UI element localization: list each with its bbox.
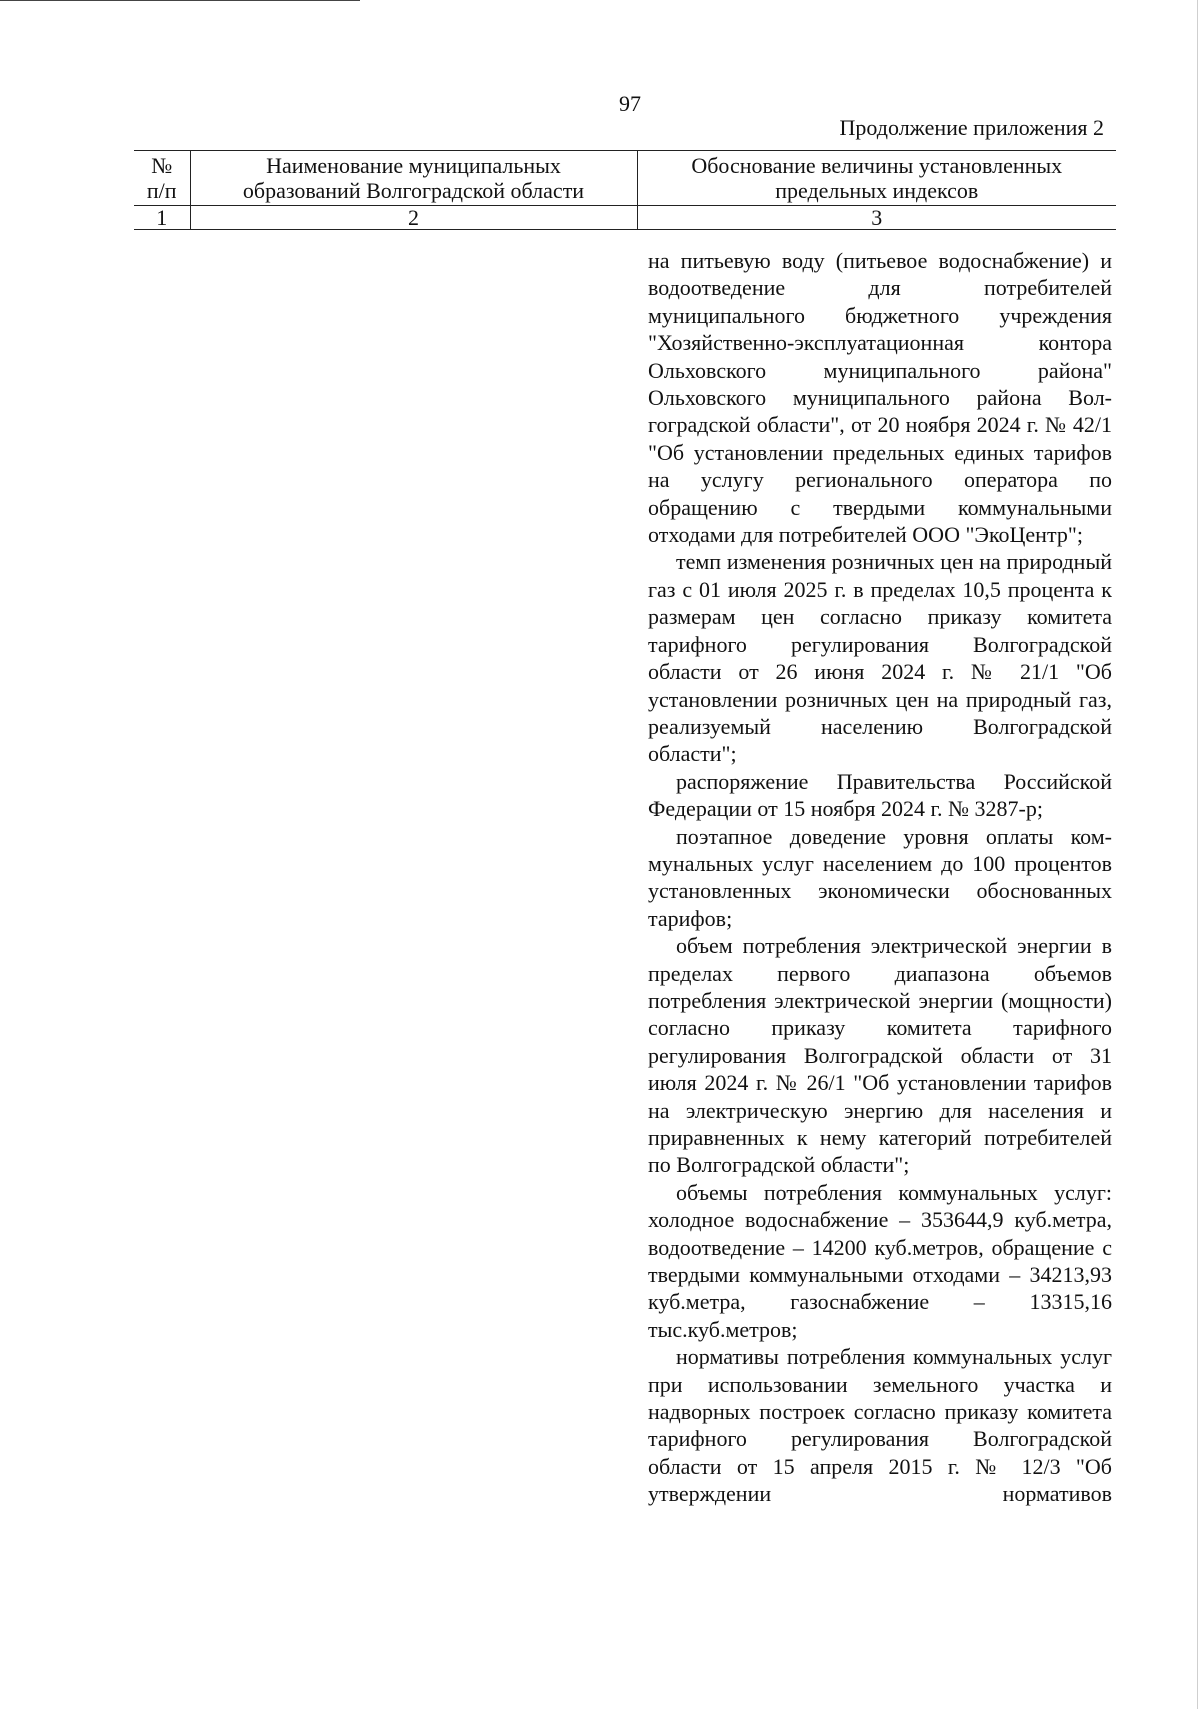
column-number-3: 3 [637,206,1116,230]
paragraph-government-order: распоряжение Правительства Российской Федерации от 15 ноября 2024 г. № 3287-р; [648,768,1112,822]
scan-edge-line [0,0,360,1]
paragraph-gas-prices: темп изменения розничных цен на природный газ с 01 июля 2025 г. в пределах 10,5 процента к размерам цен согласно приказу комитета тарифного регулирования Волгоградской области от 26 июня 2024 г. № 21/1 "Об установлении розничных цен на природный газ, реализуемый населению Волгоградской области"; [648,549,1112,767]
column-header-justification [637,151,1116,206]
paragraph-water-tariffs: на питьевую воду (питьевое водоснабжение) и водоотведение для потребителей муниципального бюджетного учреждения "Хозяйственно-эксплуатационная контора Ольховского муниципального района" Ольховского муниципального района Волгоградской области", от 20 ноября 2024 г. № 42/1 "Об установлении предельных единых тарифов на услугу регионального оператора по обращению с твердыми коммунальными отходами для потребителей ООО "ЭкоЦентр"; [648,248,1112,548]
table-header-row [134,151,1116,206]
paragraph-electricity-volume: объем потребления электрической энергии в пределах первого диапазона объемов потребления электрической энергии (мощности) согласно приказу комитета тарифного регулирования Волгоградской области от 31 июля 2024 г. № 26/1 "Об установлении тарифов на электрическую энергию для населения и приравненных к нему категорий потребителей по Волгоградской области"; [648,933,1112,1178]
column-header-justification-line1: Обоснование величины установленных [691,153,1063,178]
column-header-municipality [190,151,637,206]
justification-text [648,247,1112,1508]
paragraph-utility-volumes: объемы потребления коммунальных услуг: холодное водоснабжение – 353644,9 куб.метра, водоотведение – 14200 куб.метров, обращение с твердыми коммунальными отходами – 34213,93 куб.метра, газоснабжение – 13315,16 тыс.куб.метров; [648,1179,1112,1342]
table-column-numbers-row [134,206,1116,230]
column-number-1: 1 [134,206,190,230]
column-header-number-line2: п/п [146,178,177,203]
column-number-2: 2 [190,206,637,230]
column-header-municipality-line1: Наименование муниципальных [266,153,561,178]
column-header-justification-line2: предельных индексов [775,178,979,203]
column-header-number-line1: № [151,153,173,178]
page-number: 97 [619,91,641,116]
column-header-municipality-line2: образований Волгоградской области [242,178,585,203]
continuation-label: Продолжение приложения 2 [839,115,1104,140]
column-header-number [134,151,190,206]
scan-edge-shadow [1197,0,1198,1709]
paragraph-payment-level: поэтапное доведение уровня оплаты коммунальных услуг населением до 100 процентов установленных экономически обоснованных тарифов; [648,823,1112,931]
appendix-table-header [134,150,1116,230]
paragraph-consumption-norms: нормативы потребления коммунальных услуг при использовании земельного участка и надворных построек согласно приказу комитета тарифного регулирования Волгоградской области от 15 апреля 2015 г. № 12/3 "Об утверждении нормативов [648,1344,1112,1507]
